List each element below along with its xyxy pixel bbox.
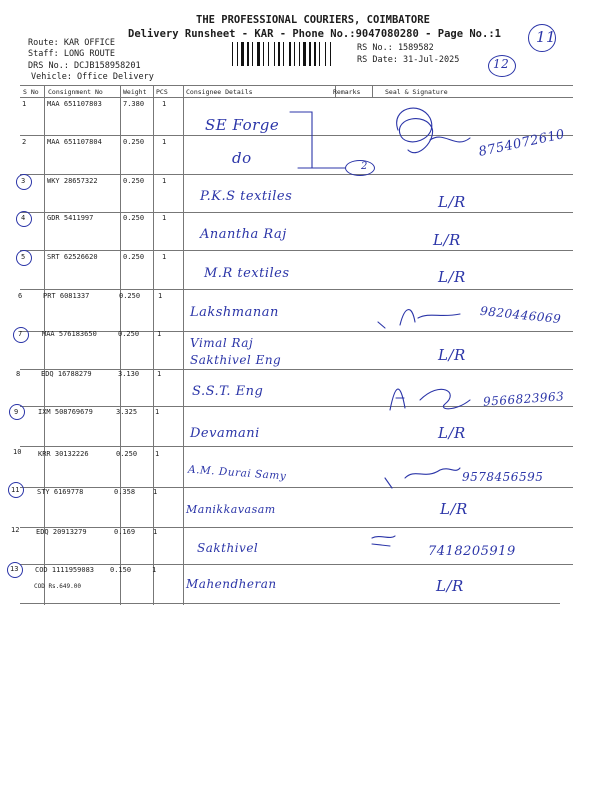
- row-consignee: Anantha Raj: [200, 227, 287, 242]
- row-consignment: MAA 651107803: [47, 100, 102, 108]
- row-consignee: A.M. Durai Samy: [187, 463, 287, 483]
- company-title: THE PROFESSIONAL COURIERS, COIMBATORE: [196, 14, 430, 26]
- table-header-rule: [20, 97, 573, 98]
- row-weight: 0.250: [123, 253, 145, 261]
- row-consignee: Mahendheran: [186, 577, 277, 591]
- row-rule: [20, 135, 573, 136]
- row-phone: 9578456595: [462, 470, 544, 484]
- bracket-mark: [290, 112, 312, 168]
- barcode-bar: [241, 42, 244, 66]
- barcode-bar: [299, 42, 300, 66]
- row-pcs: 1: [158, 292, 163, 300]
- row-consignee-line2: Sakthivel Eng: [190, 353, 282, 367]
- row-consignee: Manikkavasam: [186, 503, 276, 516]
- row-rule: [20, 564, 573, 565]
- item-count-mark: 12: [493, 57, 510, 71]
- row-rule: [20, 369, 573, 370]
- row-consignment: GDR 5411997: [47, 214, 94, 222]
- signature-scribble: [372, 536, 395, 546]
- row-sno: 4: [21, 214, 26, 222]
- barcode-bar: [252, 42, 253, 66]
- vehicle-label: Vehicle: Office Delivery: [31, 72, 154, 82]
- row-weight: 0.250: [119, 292, 141, 300]
- row-pcs: 1: [157, 330, 162, 338]
- barcode-bar: [268, 42, 269, 66]
- barcode-bar: [319, 42, 320, 66]
- col-header-pcs: PCS: [156, 88, 168, 96]
- barcode-bar: [289, 42, 291, 66]
- col-header-seal: Seal & Signature: [385, 88, 448, 96]
- row-consignee: Lakshmanan: [190, 305, 279, 320]
- rs-date: RS Date: 31-Jul-2025: [357, 55, 460, 65]
- row-seal: L/R: [433, 231, 461, 249]
- row-weight: 0.250: [123, 177, 145, 185]
- row-sno: 1: [22, 100, 27, 108]
- row-consignee: Devamani: [190, 426, 260, 441]
- row-seal: L/R: [438, 346, 466, 364]
- row-seal: L/R: [440, 500, 468, 518]
- row-rule: [20, 487, 573, 488]
- rs-number: RS No.: 1589582: [357, 43, 434, 53]
- row-rule: [20, 331, 573, 332]
- row-weight: 0.250: [123, 214, 145, 222]
- row-sno: 6: [18, 292, 23, 300]
- row-pcs: 1: [153, 488, 158, 496]
- row-consignment: STY 6169778: [37, 488, 84, 496]
- barcode-bar: [247, 42, 249, 66]
- table-top-rule: [20, 85, 573, 86]
- barcode-bar: [274, 42, 275, 66]
- row-consignee: M.R textiles: [204, 266, 290, 281]
- table-bottom-rule: [20, 603, 560, 604]
- row-pcs: 1: [152, 566, 157, 574]
- row-sno: 5: [21, 253, 26, 261]
- col-header-sno: S No: [23, 88, 39, 96]
- row-pcs: 1: [155, 408, 160, 416]
- row-pcs: 1: [162, 100, 167, 108]
- row-weight: 0.250: [118, 330, 140, 338]
- barcode-bar: [309, 42, 311, 66]
- barcode-bar: [314, 42, 316, 66]
- row-phone: 9566823963: [482, 389, 565, 409]
- row-pcs: 1: [162, 138, 167, 146]
- barcode-bar: [232, 42, 233, 66]
- signature-scribble: [378, 310, 460, 328]
- row-weight: 3.325: [116, 408, 138, 416]
- row-phone: 8754072610: [477, 127, 567, 160]
- cod-amount: COD Rs.649.00: [34, 583, 81, 590]
- row-sno: 12: [11, 526, 20, 534]
- row-weight: 0.250: [123, 138, 145, 146]
- row-sno: 3: [21, 177, 26, 185]
- signature-scribble: [385, 468, 460, 488]
- row-weight: 7.380: [123, 100, 145, 108]
- row-rule: [20, 527, 573, 528]
- row-weight: 0.250: [116, 450, 138, 458]
- barcode-bar: [257, 42, 260, 66]
- row-consignee: Sakthivel: [197, 541, 259, 555]
- col-header-weight: Weight: [123, 88, 147, 96]
- row-consignment: PRT 6081337: [43, 292, 90, 300]
- barcode-bar: [237, 42, 238, 66]
- row-consignment: SRT 62526620: [47, 253, 98, 261]
- row-consignment: IXM 508769679: [38, 408, 93, 416]
- row-consignment: KRR 30132226: [38, 450, 89, 458]
- row-rule: [20, 174, 573, 175]
- row-pcs: 1: [157, 370, 162, 378]
- row-pcs: 1: [162, 253, 167, 261]
- staff-label: Staff: LONG ROUTE: [28, 49, 115, 59]
- row-seal: L/R: [436, 577, 464, 595]
- row-consignee: do: [232, 149, 252, 167]
- row-rule: [20, 289, 573, 290]
- row-phone: 7418205919: [428, 544, 516, 559]
- row-rule: [20, 250, 573, 251]
- barcode-bar: [325, 42, 326, 66]
- row-sno: 10: [13, 448, 22, 456]
- signature-scribble: [430, 137, 470, 142]
- row-consignment: WKY 28657322: [47, 177, 98, 185]
- row-seal: L/R: [438, 424, 466, 442]
- row2-mark-oval: [345, 160, 375, 176]
- col-divider: [372, 85, 373, 97]
- row-consignee: SE Forge: [205, 116, 280, 134]
- drs-number: DRS No.: DCJB158958201: [28, 61, 141, 71]
- row-sno: 11: [11, 486, 20, 494]
- row-consignee: Vimal Raj: [190, 336, 254, 350]
- row-sno: 2: [22, 138, 27, 146]
- page-count-mark: 11: [536, 28, 557, 46]
- row2-mark: 2: [361, 161, 368, 172]
- row-sno: 7: [18, 330, 23, 338]
- row-weight: 0.169: [114, 528, 136, 536]
- row-consignment: COD 1111959083: [35, 566, 95, 574]
- row-phone: 9820446069: [479, 303, 562, 327]
- row-rule: [20, 446, 573, 447]
- row-pcs: 1: [153, 528, 158, 536]
- barcode-bar: [263, 42, 264, 66]
- row-seal: L/R: [438, 193, 466, 211]
- barcode-bar: [294, 42, 295, 66]
- row-sno: 8: [16, 370, 21, 378]
- barcode-bar: [303, 42, 306, 66]
- row-consignment: MAA 651107804: [47, 138, 102, 146]
- col-header-details: Consignee Details: [186, 88, 253, 96]
- row-consignment: EDQ 20913279: [36, 528, 87, 536]
- row-consignment: MAA 576183650: [42, 330, 97, 338]
- row-sno: 13: [10, 565, 19, 573]
- row-pcs: 1: [162, 214, 167, 222]
- row-pcs: 1: [162, 177, 167, 185]
- row-seal: L/R: [438, 268, 466, 286]
- row-consignment: EDQ 16788279: [41, 370, 92, 378]
- row-weight: 3.130: [118, 370, 140, 378]
- signature-scribble: [397, 108, 433, 153]
- barcode-bar: [278, 42, 280, 66]
- row-consignee: P.K.S textiles: [200, 189, 293, 204]
- route-label: Route: KAR OFFICE: [28, 38, 115, 48]
- barcode-bar: [330, 42, 331, 66]
- row-pcs: 1: [155, 450, 160, 458]
- row-rule: [20, 212, 573, 213]
- runsheet-title: Delivery Runsheet - KAR - Phone No.:9047080280 - Page No.:1: [128, 28, 501, 40]
- row-weight: 0.358: [114, 488, 136, 496]
- row-weight: 0.150: [110, 566, 132, 574]
- col-header-consignment: Consignment No: [48, 88, 103, 96]
- row-sno: 9: [14, 408, 19, 416]
- row-rule: [20, 406, 573, 407]
- barcode-bar: [283, 42, 284, 66]
- row-consignee: S.S.T. Eng: [192, 384, 264, 399]
- col-header-remarks: Remarks: [333, 88, 361, 96]
